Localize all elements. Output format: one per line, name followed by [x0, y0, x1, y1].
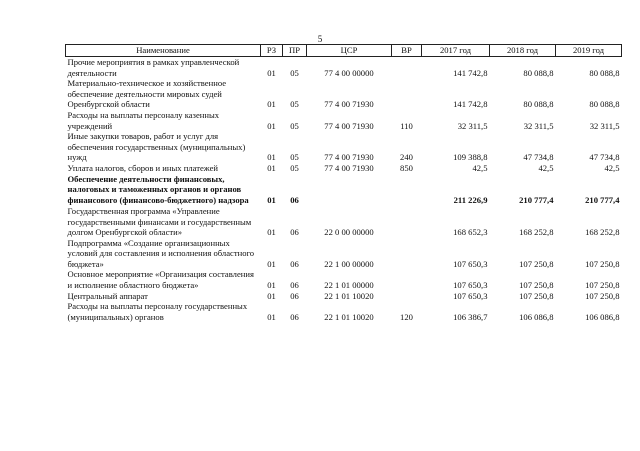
cell-rz: 01 [267, 67, 276, 78]
cell-y2017: 107 650,3 [453, 290, 488, 301]
cell-y2017: 211 226,9 [453, 195, 488, 206]
table-row [66, 131, 622, 163]
table-row [66, 206, 622, 238]
cell-y2018: 42,5 [538, 162, 554, 173]
cell-pr: 05 [290, 99, 299, 110]
cell-pr: 05 [290, 162, 299, 173]
cell-name: Материально-техническое и хозяйственное обеспечение деятельности мировых судей Оренбургской области [67, 78, 227, 110]
cell-y2019: 107 250,8 [585, 258, 620, 269]
cell-rz: 01 [267, 258, 276, 269]
cell-y2019: 42,5 [604, 162, 620, 173]
cell-name: Иные закупки товаров, работ и услуг для обеспечения государственных (муниципальных) нужд [67, 131, 246, 163]
cell-y2017: 109 388,8 [453, 152, 488, 163]
cell-vr: 110 [400, 120, 413, 131]
cell-rz: 01 [267, 195, 276, 206]
cell-vr [392, 174, 422, 206]
table-row [66, 110, 622, 131]
cell-y2017: 107 650,3 [453, 280, 488, 291]
cell-y2019: 210 777,4 [585, 195, 620, 206]
cell-vr: 120 [400, 311, 413, 322]
cell-pr: 06 [290, 290, 299, 301]
header-csr: ЦСР [307, 45, 392, 57]
header-vr: ВР [392, 45, 422, 57]
cell-y2017: 168 652,3 [453, 227, 488, 238]
header-name: Наименование [66, 45, 261, 57]
table-row [66, 163, 622, 174]
cell-csr [307, 174, 392, 206]
header-2017: 2017 год [422, 45, 490, 57]
table-row [66, 238, 622, 270]
cell-rz: 01 [267, 152, 276, 163]
cell-pr: 06 [290, 195, 299, 206]
cell-csr: 77 4 00 71930 [324, 152, 374, 163]
cell-y2018: 210 777,4 [519, 195, 554, 206]
cell-csr: 22 1 01 10020 [324, 290, 374, 301]
cell-vr [392, 269, 422, 290]
cell-y2019: 32 311,5 [589, 120, 620, 131]
cell-vr: 850 [400, 162, 413, 173]
cell-y2018: 168 252,8 [519, 227, 554, 238]
cell-pr: 06 [290, 258, 299, 269]
cell-y2017: 141 742,8 [453, 99, 488, 110]
cell-name: Основное мероприятие «Организация составления и исполнение областного бюджета» [67, 269, 254, 291]
cell-name: Расходы на выплаты персоналу казенных учреждений [67, 109, 220, 131]
table-row [66, 301, 622, 322]
table-row [66, 291, 622, 302]
table-header-row [66, 45, 622, 57]
cell-csr: 77 4 00 71930 [324, 162, 374, 173]
cell-y2018: 32 311,5 [523, 120, 554, 131]
cell-vr: 240 [400, 152, 413, 163]
cell-y2017: 32 311,5 [457, 120, 488, 131]
cell-y2018: 107 250,8 [519, 280, 554, 291]
cell-csr: 77 4 00 71930 [324, 120, 374, 131]
cell-pr: 05 [290, 67, 299, 78]
cell-y2018: 107 250,8 [519, 258, 554, 269]
table-row [66, 78, 622, 110]
cell-csr: 22 0 00 00000 [324, 227, 374, 238]
cell-y2019: 47 734,8 [589, 152, 620, 163]
cell-y2017: 141 742,8 [453, 67, 488, 78]
cell-pr: 05 [290, 120, 299, 131]
cell-y2018: 107 250,8 [519, 290, 554, 301]
header-pr: ПР [283, 45, 307, 57]
cell-rz: 01 [267, 99, 276, 110]
cell-rz: 01 [267, 290, 276, 301]
budget-table [65, 44, 622, 322]
cell-y2019: 107 250,8 [585, 280, 620, 291]
cell-vr [392, 78, 422, 110]
cell-y2019: 106 086,8 [585, 311, 620, 322]
cell-csr: 22 1 00 00000 [324, 258, 374, 269]
cell-name: Центральный аппарат [67, 290, 148, 301]
cell-vr [392, 291, 422, 302]
table-row [66, 174, 622, 206]
cell-y2017: 42,5 [472, 162, 488, 173]
cell-rz: 01 [267, 311, 276, 322]
cell-rz: 01 [267, 227, 276, 238]
cell-y2017: 107 650,3 [453, 258, 488, 269]
cell-rz: 01 [267, 162, 276, 173]
table-row [66, 269, 622, 290]
cell-name: Государственная программа «Управление государственными финансами и государственным долгом Оренбургской области» [67, 205, 252, 238]
cell-name: Прочие мероприятия в рамках управленческой деятельности [67, 57, 240, 78]
cell-csr: 22 1 01 00000 [324, 280, 374, 291]
cell-rz: 01 [267, 280, 276, 291]
cell-name: Уплата налогов, сборов и иных платежей [67, 162, 219, 173]
table-row [66, 57, 622, 79]
cell-pr: 06 [290, 227, 299, 238]
cell-vr [392, 206, 422, 238]
cell-y2019: 107 250,8 [585, 290, 620, 301]
cell-name: Подпрограмма «Создание организационных условий для составления и исполнения областного бюджета» [67, 237, 255, 269]
cell-csr: 77 4 00 71930 [324, 99, 374, 110]
cell-y2018: 106 086,8 [519, 311, 554, 322]
cell-vr [392, 238, 422, 270]
cell-name: Обеспечение деятельности финансовых, налоговых и таможенных органов и органов финансового (финансово-бюджетного) надзора [67, 173, 249, 206]
header-2018: 2018 год [490, 45, 556, 57]
cell-y2019: 80 088,8 [589, 67, 620, 78]
cell-y2018: 47 734,8 [523, 152, 554, 163]
cell-pr: 06 [290, 280, 299, 291]
header-rz: РЗ [261, 45, 283, 57]
cell-y2019: 80 088,8 [589, 99, 620, 110]
cell-y2018: 80 088,8 [523, 67, 554, 78]
cell-name: Расходы на выплаты персоналу государственных (муниципальных) органов [67, 301, 248, 322]
cell-y2018: 80 088,8 [523, 99, 554, 110]
cell-y2019: 168 252,8 [585, 227, 620, 238]
cell-pr: 05 [290, 152, 299, 163]
cell-rz: 01 [267, 120, 276, 131]
cell-y2017: 106 386,7 [453, 311, 488, 322]
header-2019: 2019 год [556, 45, 622, 57]
cell-pr: 06 [290, 311, 299, 322]
cell-csr: 77 4 00 00000 [324, 67, 374, 78]
page-number: 5 [317, 34, 323, 44]
cell-csr: 22 1 01 10020 [324, 311, 374, 322]
cell-vr [392, 57, 422, 79]
